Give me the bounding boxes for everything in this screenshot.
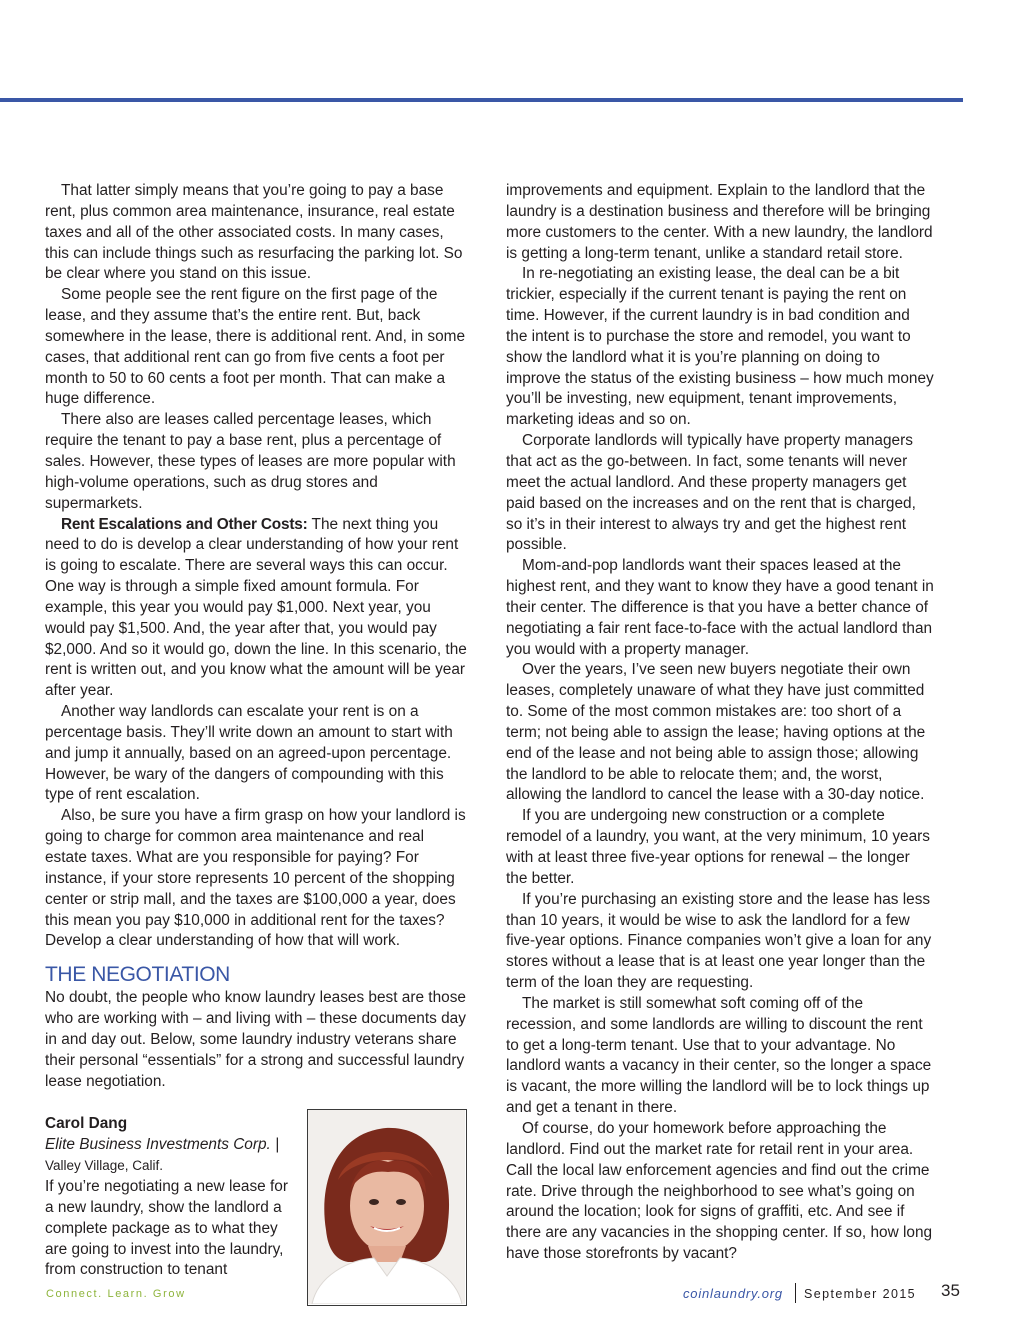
profile-location: Valley Village, Calif. <box>45 1158 164 1174</box>
body-paragraph: If you are undergoing new construction or a complete remodel of a laundry, you want, at the very minimum, 10 years with at least three five-year options for renewal – the longer the better. <box>506 807 931 887</box>
profile-photo <box>307 1109 467 1306</box>
body-paragraph: Mom-and-pop landlords want their spaces leased at the highest rent, and they want to know they have a good tenant in their center. The difference is that you have a better chance of negotiating a fair rent face-to-face with the actual landlord than you would with a property manager. <box>506 557 934 658</box>
body-paragraph: Another way landlords can escalate your rent is on a percentage basis. They’ll write down an amount to start with and jump it annually, based on an agreed-upon percentage. However, be wary of the dangers of compounding with this type of rent escalation. <box>45 703 453 804</box>
profile-block <box>45 1114 470 1314</box>
profile-company: Elite Business Investments Corp. | <box>45 1136 280 1154</box>
body-paragraph <box>45 515 470 703</box>
footer-separator <box>795 1283 796 1303</box>
body-paragraph: In re-negotiating an existing lease, the deal can be a bit trickier, especially if the current tenant is paying the rent on time. However, if the current laundry is in bad condition and the intent is to purchase the store and remodel, you want to show the landlord what it is you’re planning on doing to improve the status of the existing business – how much money you’ll be investing, new equipment, tenant improvements, marketing ideas and so on. <box>506 265 934 429</box>
body-paragraph: improvements and equipment. Explain to the landlord that the laundry is a destination business and therefore will be bringing more customers to the center. With a new laundry, the landlord is getting a long-term tenant, unlike a standard retail store. <box>506 182 933 262</box>
body-paragraph: Corporate landlords will typically have property managers that act as the go-between. In fact, some tenants will never meet the actual landlord. And these property managers get paid based on the increases and on the rent that is charged, so it’s in their interest to always try and get the highest rent possible. <box>506 432 916 554</box>
rent-escalation-subhead: Rent Escalations and Other Costs: <box>61 515 308 533</box>
body-paragraph: The market is still somewhat soft coming off of the recession, and some landlords are willing to discount the rent to get a long-term tenant. Use that to your advantage. No landlord wants a vacancy in their center, so the longer a space is vacant, the more willing the landlord will be to lock things up and get a tenant in there. <box>506 994 932 1117</box>
section-heading: THE NEGOTIATION <box>45 963 230 987</box>
portrait-image <box>308 1110 465 1304</box>
left-column <box>45 181 470 1314</box>
section-intro: No doubt, the people who know laundry leases best are those who are working with – and living with – these documents day in and day out. Below, some laundry industry veterans share their personal “essentials” for a strong and successful laundry lease negotiation. <box>45 989 466 1090</box>
body-paragraph: Of course, do your homework before approaching the landlord. Find out the market rate for retail rent in your area. Call the local law enforcement agencies and find out the crime rate. Drive through the neighborhood to see what’s going on around the location; look for signs of graffiti, etc. And see if there are any vacancies in the shopping center. If so, how long have those storefronts by vacant? <box>506 1119 933 1263</box>
body-paragraph: Over the years, I’ve seen new buyers negotiate their own leases, completely unaware of what they have just committed to. Some of the most common mistakes are: too short of a term; not being able to assign the lease; having options at the end of the lease and not being able to assign those; allowing the landlord to be able to relocate them; and, the worst, allowing the landlord to cancel the lease with a 30-day notice. <box>506 661 926 804</box>
body-paragraph: If you’re purchasing an existing store and the lease has less than 10 years, it would be wise to ask the landlord for a few five-year options. Finance companies won’t give a loan for any stores without a lease that is at least one year longer than the term of the loan they are requesting. <box>506 890 932 992</box>
footer-date: September 2015 <box>804 1287 917 1301</box>
footer-site-link[interactable]: coinlaundry.org <box>683 1286 783 1301</box>
right-column <box>506 181 934 1265</box>
body-paragraph: Also, be sure you have a firm grasp on how your landlord is going to charge for common area maintenance and real estate taxes. What are you responsible for paying? For instance, if your store represents 10 percent of the shopping center or strip mall, and the taxes are $100,000 a year, does this mean you pay $10,000 in additional rent for the taxes? Develop a clear understanding of how that will work. <box>45 807 466 950</box>
rent-escalation-text: The next thing you need to do is develop a clear understanding of how your rent is going to escalate. There are several ways this can occur. One way is through a simple fixed amount formula. For example, this year you would pay $1,000. Next year, you would pay $1,500. And, the year after that, you would pay $2,000. And so it would go, down the line. In this scenario, the rent is written out, and you know what the amount will be year after year. <box>45 515 467 700</box>
profile-text <box>45 1114 295 1281</box>
profile-name: Carol Dang <box>45 1115 128 1133</box>
profile-body: If you’re negotiating a new lease for a new laundry, show the landlord a complete package as to what they are going to invest into the laundry, from construction to tenant <box>45 1177 288 1279</box>
body-paragraph: There also are leases called percentage leases, which require the tenant to pay a base rent, plus a percentage of sales. However, these types of leases are more popular with high-volume operations, such as drug stores and supermarkets. <box>45 411 456 512</box>
footer-tagline: Connect. Learn. Grow <box>46 1288 186 1300</box>
header-rule <box>0 98 963 102</box>
body-paragraph: Some people see the rent figure on the first page of the lease, and they assume that’s the entire rent. But, back somewhere in the lease, there is additional rent. And, in some cases, that additional rent can go from five cents a foot per month to 50 to 60 cents a foot per month. That can make a huge difference. <box>45 286 466 408</box>
body-paragraph: That latter simply means that you’re going to pay a base rent, plus common area maintenance, insurance, real estate taxes and all of the other associated costs. In many cases, this can include things such as resurfacing the parking lot. So be clear where you stand on this issue. <box>45 182 463 283</box>
page-number: 35 <box>941 1281 960 1300</box>
